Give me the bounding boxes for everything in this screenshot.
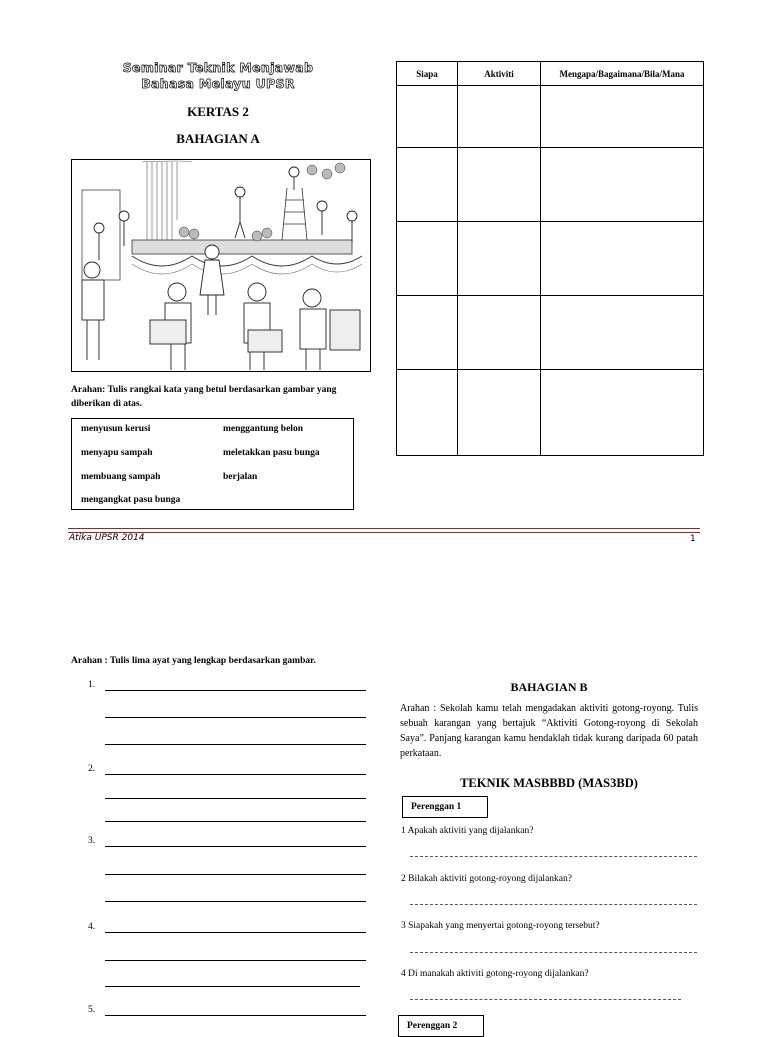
seminar-title-line2: Bahasa Melayu UPSR: [141, 76, 295, 91]
sentence-number: 3.: [88, 836, 96, 846]
answer-line[interactable]: [105, 901, 366, 902]
column-header-mengapa: Mengapa/Bagaimana/Bila/Mana: [541, 62, 704, 86]
answer-line[interactable]: [105, 986, 360, 987]
footer-rule: [68, 528, 700, 529]
question-item: 3 Siapakah yang menyertai gotong-royong tersebut?: [401, 921, 600, 931]
classroom-illustration: [71, 159, 371, 372]
table-cell[interactable]: [541, 148, 704, 222]
table-cell[interactable]: [458, 222, 541, 296]
school-stage-cleanup-illustration: [72, 160, 370, 371]
sentence-number: 1.: [88, 680, 96, 690]
answer-line[interactable]: [105, 744, 366, 745]
table-cell[interactable]: [541, 86, 704, 148]
table-row: [397, 148, 704, 222]
page-number: 1: [690, 534, 696, 544]
seminar-title-line1: Seminar Teknik Menjawab: [122, 60, 314, 75]
word-item: meletakkan pasu bunga: [223, 448, 320, 458]
table-cell[interactable]: [458, 370, 541, 456]
table-header-row: [397, 62, 704, 86]
table-row: [397, 370, 704, 456]
kertas-heading: KERTAS 2: [187, 104, 249, 119]
answer-line[interactable]: [105, 846, 366, 847]
table-cell[interactable]: [541, 370, 704, 456]
answer-line[interactable]: [105, 774, 366, 775]
word-box: [71, 418, 354, 510]
table-cell[interactable]: [397, 148, 458, 222]
table-cell[interactable]: [397, 86, 458, 148]
table-cell[interactable]: [397, 222, 458, 296]
bahagian-b-instruction: Arahan : Sekolah kamu telah mengadakan aktiviti gotong-royong. Tulis sebuah karangan yang bertajuk “Aktiviti Gotong-royong di Sekolah Saya”. Panjang karangan kamu hendaklah tidak kurang daripada 60 patah perkataan.: [400, 703, 698, 759]
activity-table: [396, 61, 704, 456]
answer-dotted-line[interactable]: [410, 904, 697, 905]
answer-line[interactable]: [105, 932, 366, 933]
column-header-aktiviti: Aktiviti: [458, 62, 541, 86]
instruction-rangkai-kata: Arahan: Tulis rangkai kata yang betul berdasarkan gambar yang diberikan di atas.: [71, 385, 337, 409]
perenggan-2-label: Perenggan 2: [398, 1015, 484, 1037]
footer-rule-thin: [68, 532, 700, 533]
answer-dotted-line[interactable]: [410, 999, 681, 1000]
word-item: menggantung belon: [223, 424, 303, 434]
instruction-lima-ayat: Arahan : Tulis lima ayat yang lengkap berdasarkan gambar.: [71, 656, 316, 666]
table-cell[interactable]: [458, 296, 541, 370]
answer-line[interactable]: [105, 717, 366, 718]
table-cell[interactable]: [397, 296, 458, 370]
table-cell[interactable]: [458, 86, 541, 148]
answer-line[interactable]: [105, 798, 366, 799]
column-header-siapa: Siapa: [397, 62, 458, 86]
word-item: berjalan: [223, 472, 258, 482]
word-item: membuang sampah: [81, 472, 161, 482]
answer-dotted-line[interactable]: [410, 856, 697, 857]
technique-heading: TEKNIK MASBBBD (MAS3BD): [460, 776, 638, 790]
answer-line[interactable]: [105, 960, 366, 961]
table-cell[interactable]: [541, 222, 704, 296]
table-row: [397, 296, 704, 370]
bahagian-a-heading: BAHAGIAN A: [176, 131, 260, 146]
bahagian-b-heading: BAHAGIAN B: [510, 680, 588, 694]
word-item: menyapu sampah: [81, 448, 153, 458]
sentence-number: 5.: [88, 1005, 96, 1015]
sentence-number: 4.: [88, 922, 96, 932]
question-item: 1 Apakah aktiviti yang dijalankan?: [401, 826, 534, 836]
table-row: [397, 222, 704, 296]
word-item: menyusun kerusi: [81, 424, 151, 434]
sentence-number: 2.: [88, 764, 96, 774]
footer-left-text: Atika UPSR 2014: [69, 533, 145, 543]
perenggan-1-label: Perenggan 1: [402, 796, 488, 818]
answer-line[interactable]: [105, 1015, 366, 1016]
table-cell[interactable]: [397, 370, 458, 456]
table-cell[interactable]: [541, 296, 704, 370]
table-row: [397, 86, 704, 148]
answer-line[interactable]: [105, 690, 366, 691]
answer-line[interactable]: [105, 874, 366, 875]
answer-line[interactable]: [105, 821, 366, 822]
question-item: 2 Bilakah aktiviti gotong-royong dijalankan?: [401, 874, 572, 884]
answer-dotted-line[interactable]: [410, 952, 697, 953]
word-item: mengangkat pasu bunga: [81, 495, 181, 505]
table-cell[interactable]: [458, 148, 541, 222]
question-item: 4 Di manakah aktiviti gotong-royong dijalankan?: [401, 969, 589, 979]
